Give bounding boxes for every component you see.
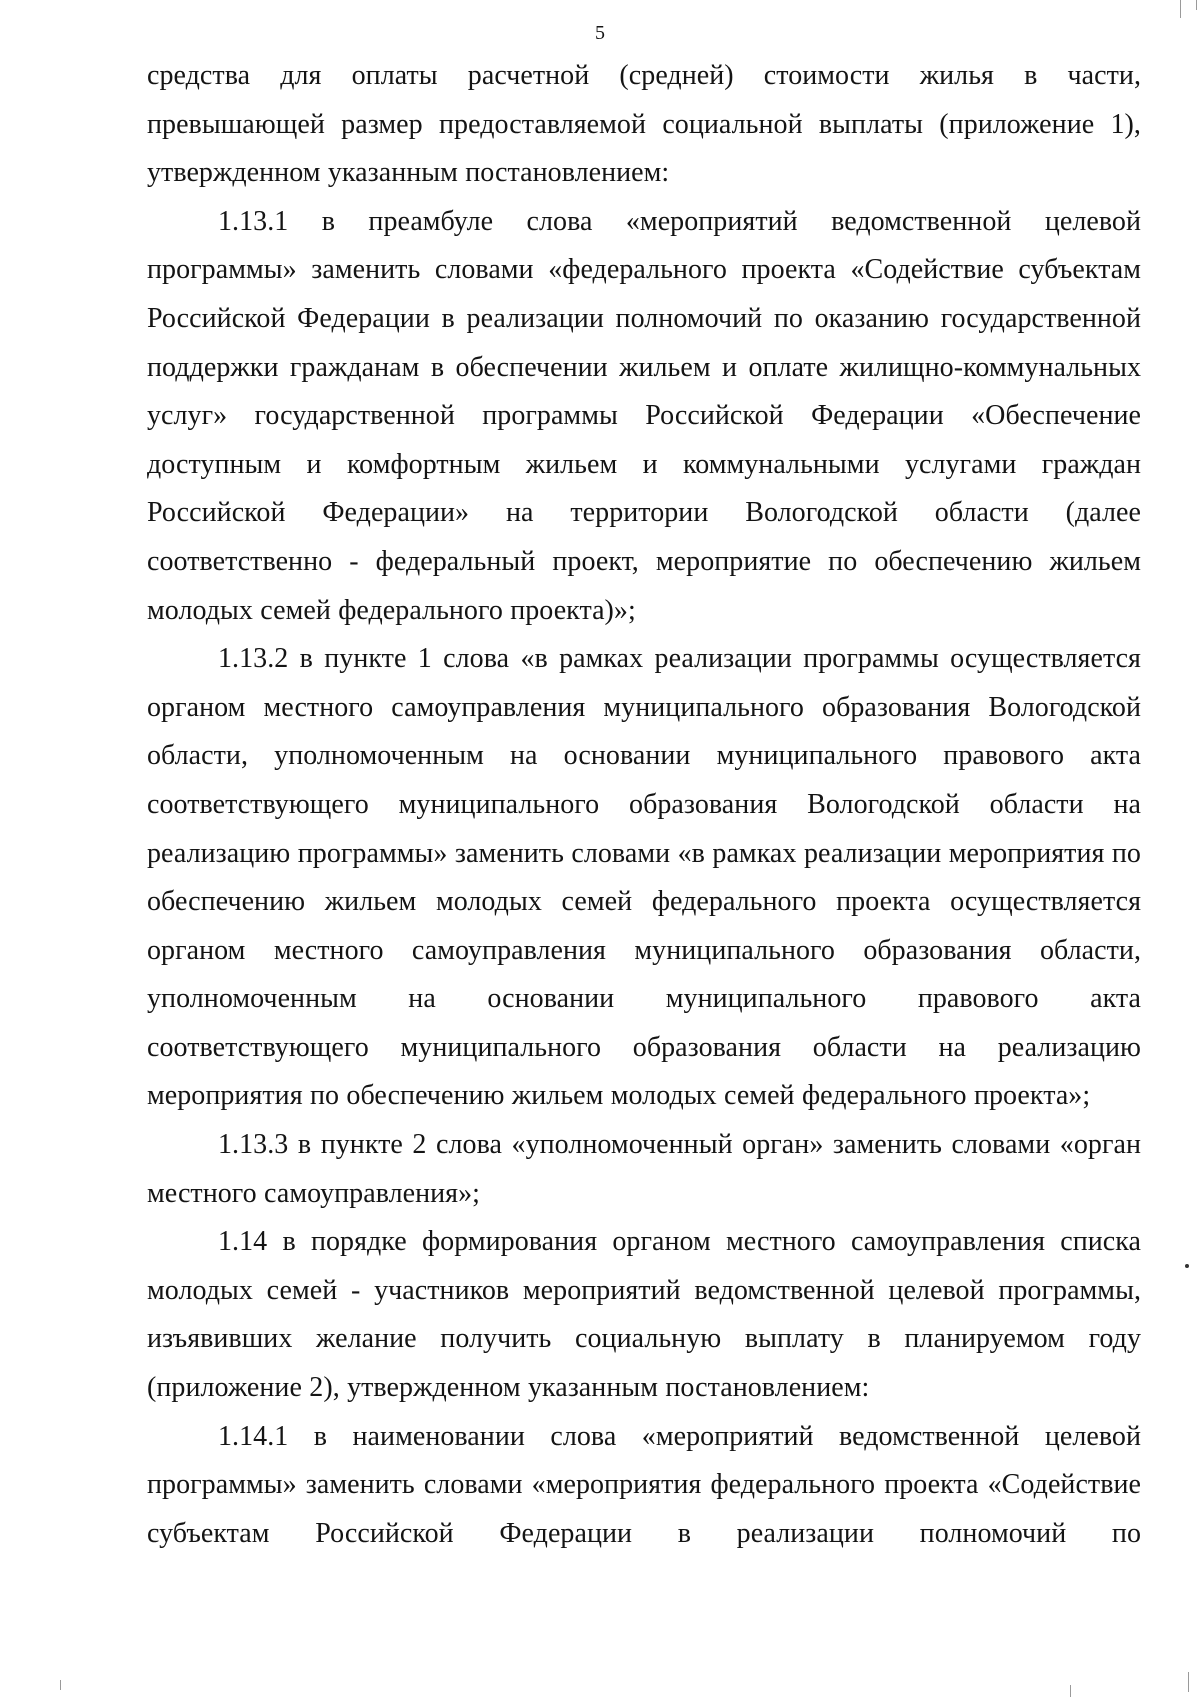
- paragraph-1-13-3: 1.13.3 в пункте 2 слова «уполномоченный орган» заменить словами «орган местного самоуправления»;: [147, 1129, 1141, 1209]
- paragraph-price-share: средства для оплаты расчетной (средней) стоимости жилья в части, превышающей размер предоставляемой социальной выплаты (приложение 1), утвержденном указанным постановлением:: [147, 60, 1141, 189]
- scan-mark-bottom-center: [1070, 1685, 1071, 1697]
- paragraph-1-14-1: 1.14.1 в наименовании слова «мероприятий ведомственной целевой программы» заменить словами «мероприятия федерального проекта «Содействие субъектам Российской Федерации в реализации полномочий по: [147, 1420, 1141, 1549]
- paragraph-1-13-1: 1.13.1 в преамбуле слова «мероприятий ведомственной целевой программы» заменить словами «федерального проекта «Содействие субъектам Российской Федерации в реализации полномочий по оказанию государственной поддержки гражданам в обеспечении жильем и оплате жилищно-коммунальных услуг» государственной программы Российской Федерации «Обеспечение доступным и комфортным жильем и коммунальными услугами граждан Российской Федерации» на территории Вологодской области (далее соответственно - федеральный проект, мероприятие по обеспечению жильем молодых семей федерального проекта)»;: [147, 205, 1141, 626]
- paragraph-1-13-2: 1.13.2 в пункте 1 слова «в рамках реализации программы осуществляется органом местного самоуправления муниципального образования Вологодской области, уполномоченным на основании муниципального правового акта соответствующего муниципального образования Вологодской области на реализацию программы» заменить словами «в рамках реализации мероприятия по обеспечению жильем молодых семей федерального проекта осуществляется органом местного самоуправления муниципального образования области, уполномоченным на основании муниципального правового акта соответствующего муниципального образования области на реализацию мероприятия по обеспечению жильем молодых семей федерального проекта»;: [147, 643, 1141, 1112]
- scan-mark-bottom-left: [60, 1680, 61, 1690]
- document-body: [147, 52, 1141, 1558]
- scan-mark-top-right-2: [1196, 0, 1197, 10]
- page-number: 5: [594, 22, 606, 44]
- scan-mark-bottom-right: [1188, 1672, 1189, 1692]
- paragraph-1-14: 1.14 в порядке формирования органом местного самоуправления списка молодых семей - участников мероприятий ведомственной целевой программы, изъявивших желание получить социальную выплату в планируемом году (приложение 2), утвержденном указанным постановлением:: [147, 1226, 1141, 1404]
- stray-dot: [1185, 1264, 1189, 1268]
- scan-mark-top-right: [1180, 0, 1181, 18]
